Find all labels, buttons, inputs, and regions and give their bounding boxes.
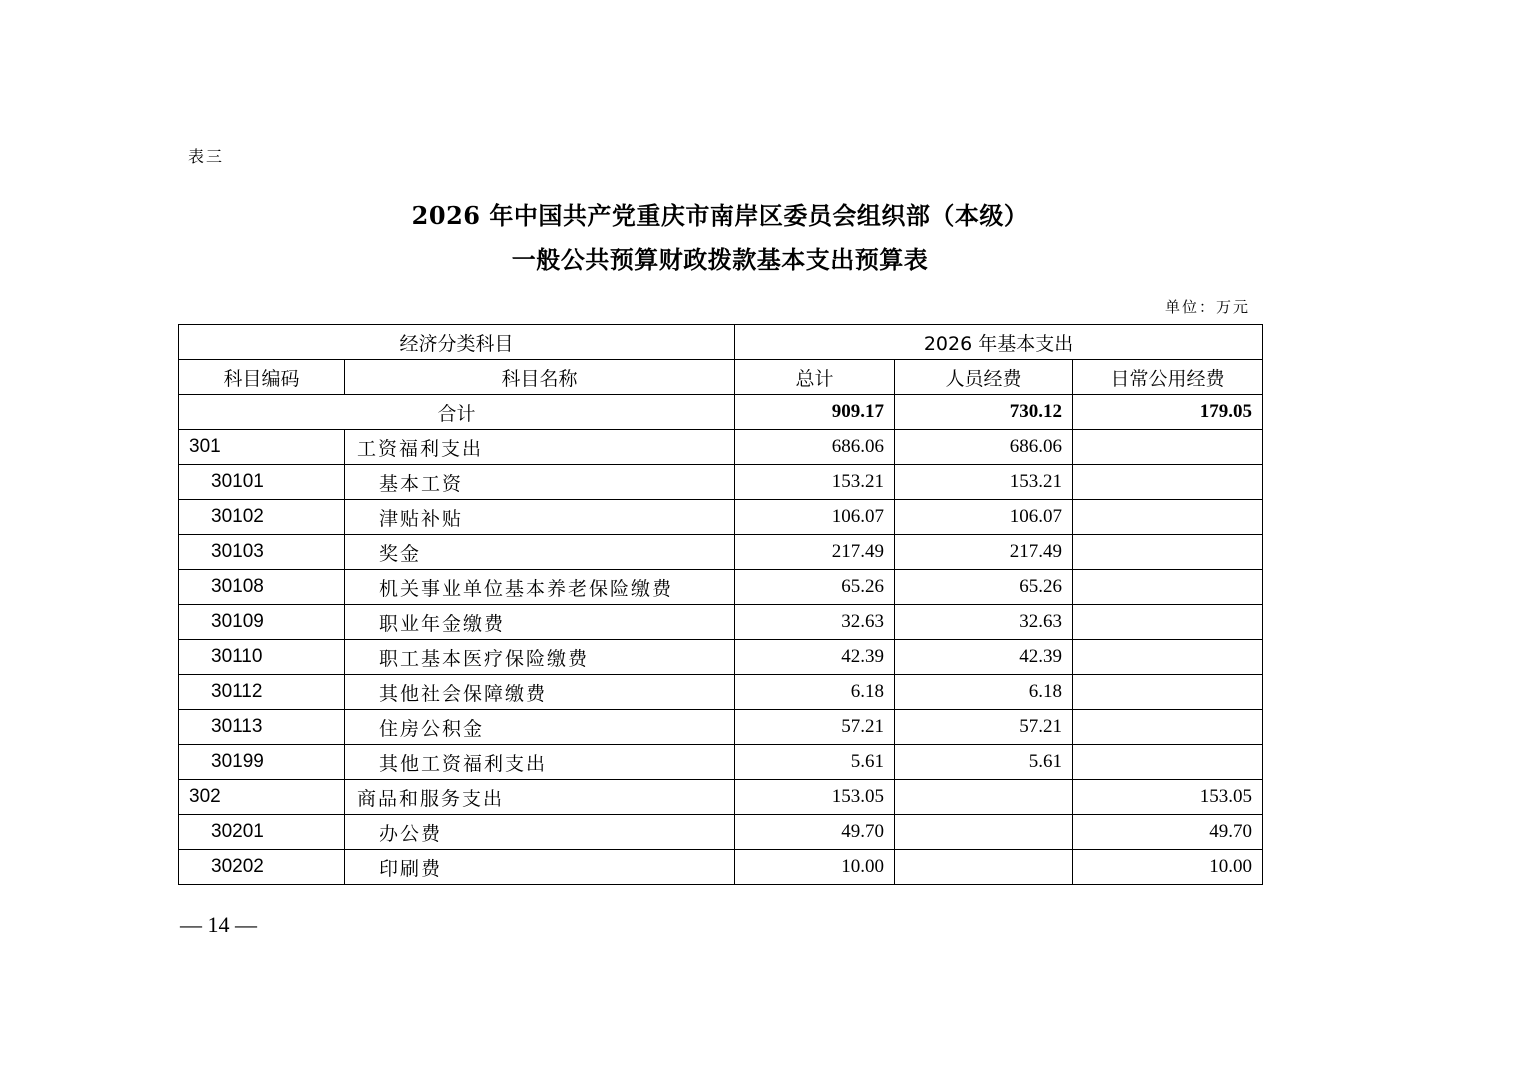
row-total: 10.00: [735, 850, 895, 885]
table-row: [179, 640, 1263, 675]
total-total: 909.17: [735, 395, 895, 430]
row-total: 686.06: [735, 430, 895, 465]
row-total: 106.07: [735, 500, 895, 535]
row-total: 153.21: [735, 465, 895, 500]
row-name: 办公费: [345, 815, 735, 850]
row-personnel: 153.21: [895, 465, 1073, 500]
row-public: 10.00: [1073, 850, 1263, 885]
table-row: [179, 780, 1263, 815]
row-public: [1073, 430, 1263, 465]
row-total: 6.18: [735, 675, 895, 710]
table-row: [179, 850, 1263, 885]
row-code: 30103: [179, 535, 345, 570]
row-total: 49.70: [735, 815, 895, 850]
row-code: 30108: [179, 570, 345, 605]
row-name: 住房公积金: [345, 710, 735, 745]
row-personnel: [895, 780, 1073, 815]
table-row: [179, 675, 1263, 710]
row-code: 301: [179, 430, 345, 465]
row-public: 153.05: [1073, 780, 1263, 815]
row-public: [1073, 570, 1263, 605]
row-personnel: 42.39: [895, 640, 1073, 675]
row-code: 30113: [179, 710, 345, 745]
row-total: 153.05: [735, 780, 895, 815]
row-code: 30199: [179, 745, 345, 780]
row-name: 基本工资: [345, 465, 735, 500]
document-title-line1: 2026 年中国共产党重庆市南岸区委员会组织部（本级）: [411, 201, 1029, 230]
header-name: 科目名称: [345, 360, 735, 395]
table-row: [179, 500, 1263, 535]
row-total: 32.63: [735, 605, 895, 640]
row-total: 42.39: [735, 640, 895, 675]
total-row: [179, 395, 1263, 430]
header-basic-expenditure: 2026 年基本支出: [735, 325, 1263, 360]
unit-label: 单位：万元: [1164, 298, 1250, 316]
document-title-line2: 一般公共预算财政拨款基本支出预算表: [511, 245, 929, 274]
table-row: [179, 465, 1263, 500]
row-total: 57.21: [735, 710, 895, 745]
table-label: 表三: [188, 147, 225, 166]
table-row: [179, 745, 1263, 780]
row-public: [1073, 535, 1263, 570]
total-personnel: 730.12: [895, 395, 1073, 430]
row-public: [1073, 745, 1263, 780]
row-name: 工资福利支出: [345, 430, 735, 465]
table-row: [179, 535, 1263, 570]
row-name: 机关事业单位基本养老保险缴费: [345, 570, 735, 605]
row-name: 其他工资福利支出: [345, 745, 735, 780]
table-row: [179, 430, 1263, 465]
row-personnel: 32.63: [895, 605, 1073, 640]
row-public: [1073, 465, 1263, 500]
total-public: 179.05: [1073, 395, 1263, 430]
row-total: 65.26: [735, 570, 895, 605]
header-code: 科目编码: [179, 360, 345, 395]
row-name: 职工基本医疗保险缴费: [345, 640, 735, 675]
header-public: 日常公用经费: [1073, 360, 1263, 395]
row-name: 其他社会保障缴费: [345, 675, 735, 710]
row-public: [1073, 500, 1263, 535]
row-personnel: 106.07: [895, 500, 1073, 535]
total-label: 合计: [179, 395, 735, 430]
header-row-group: [179, 325, 1263, 360]
row-name: 印刷费: [345, 850, 735, 885]
row-public: [1073, 605, 1263, 640]
row-personnel: 65.26: [895, 570, 1073, 605]
header-total: 总计: [735, 360, 895, 395]
row-name: 职业年金缴费: [345, 605, 735, 640]
row-personnel: 5.61: [895, 745, 1073, 780]
row-personnel: 217.49: [895, 535, 1073, 570]
row-name: 商品和服务支出: [345, 780, 735, 815]
row-code: 30112: [179, 675, 345, 710]
row-name: 津贴补贴: [345, 500, 735, 535]
row-code: 30110: [179, 640, 345, 675]
row-public: 49.70: [1073, 815, 1263, 850]
table-row: [179, 570, 1263, 605]
row-total: 5.61: [735, 745, 895, 780]
budget-table-body: [179, 325, 1263, 885]
row-code: 30101: [179, 465, 345, 500]
header-personnel: 人员经费: [895, 360, 1073, 395]
row-public: [1073, 640, 1263, 675]
row-personnel: 57.21: [895, 710, 1073, 745]
row-personnel: 686.06: [895, 430, 1073, 465]
row-code: 30201: [179, 815, 345, 850]
header-economic-classification: 经济分类科目: [179, 325, 735, 360]
row-code: 302: [179, 780, 345, 815]
row-code: 30202: [179, 850, 345, 885]
row-total: 217.49: [735, 535, 895, 570]
table-row: [179, 710, 1263, 745]
row-personnel: [895, 815, 1073, 850]
row-public: [1073, 710, 1263, 745]
row-code: 30109: [179, 605, 345, 640]
budget-table: [178, 324, 1263, 885]
row-code: 30102: [179, 500, 345, 535]
row-personnel: [895, 850, 1073, 885]
table-row: [179, 815, 1263, 850]
header-row-columns: [179, 360, 1263, 395]
table-row: [179, 605, 1263, 640]
row-personnel: 6.18: [895, 675, 1073, 710]
row-public: [1073, 675, 1263, 710]
page-number: — 14 —: [180, 912, 257, 937]
row-name: 奖金: [345, 535, 735, 570]
